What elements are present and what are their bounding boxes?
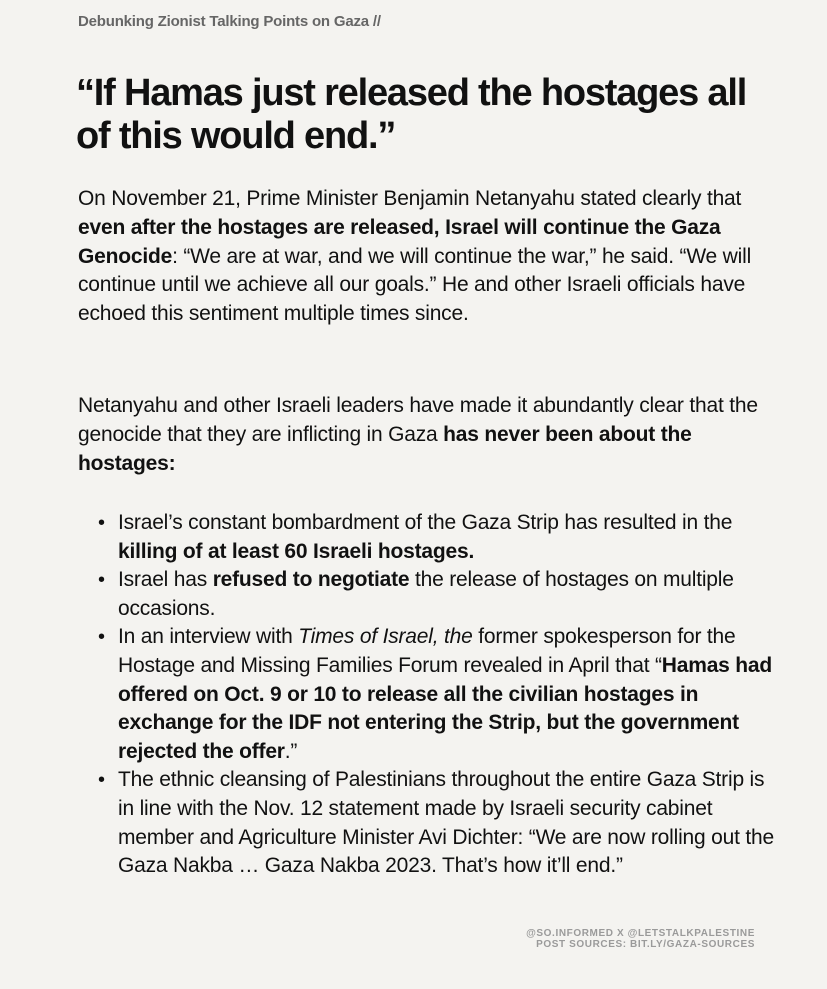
paragraph-text: Netanyahu and other Israeli leaders have made it abundantly clear that the genocide that they are inflicting in Gaza [78, 394, 758, 446]
bullet-icon: • [98, 769, 105, 792]
evidence-list [98, 509, 778, 881]
paragraph-emphasis: has never been about the hostages: [78, 422, 692, 475]
paragraph-emphasis: even after the hostages are released, Israel will continue the Gaza Genocide [78, 215, 721, 268]
item-emphasis: refused to negotiate [212, 568, 410, 592]
item-text: In an interview with [118, 625, 299, 649]
item-emphasis: killing of at least 60 Israeli hostages. [118, 539, 475, 563]
item-italic: Times of Israel, the [298, 625, 473, 649]
list-item [98, 566, 778, 623]
item-text: the release of hostages on multiple occasions. [118, 568, 734, 620]
paragraph-netanyahu-statement [78, 185, 768, 329]
item-emphasis: Hamas had offered on Oct. 9 or 10 to release all the civilian hostages in exchange for the IDF not entering the Strip, but the government rejected the offer [118, 653, 773, 763]
list-item [98, 623, 778, 766]
sources-line: POST SOURCES: BIT.LY/GAZA-SOURCES [536, 939, 755, 950]
paragraph-text: : “We are at war, and we will continue the war,” he said. “We will continue until we achieve all our goals.” He and other Israeli officials have echoed this sentiment multiple times since. [78, 244, 752, 326]
item-text: The ethnic cleansing of Palestinians throughout the entire Gaza Strip is in line with the Nov. 12 statement made by Israeli security cabinet member and Agriculture Minister Avi Dichter: “We are now rolling out the Gaza Nakba … Gaza Nakba 2023. That’s how it’ll end.” [118, 768, 774, 878]
bullet-icon: • [98, 512, 105, 534]
list-item [98, 766, 778, 880]
item-text: .” [284, 739, 298, 763]
list-item [98, 509, 778, 566]
item-text: Israel has [118, 568, 213, 592]
item-text: Israel’s constant bombardment of the Gaza Strip has resulted in the [118, 511, 733, 534]
headline: “If Hamas just released the hostages all of this would end.” [76, 72, 747, 157]
footer-credits [526, 928, 755, 950]
paragraph-leaders-clear [78, 392, 768, 478]
paragraph-text: On November 21, Prime Minister Benjamin Netanyahu stated clearly that [78, 187, 742, 210]
bullet-icon: • [98, 626, 105, 649]
item-text: former spokesperson for the Hostage and Missing Families Forum revealed in April that “ [118, 625, 736, 677]
bullet-icon: • [98, 569, 105, 592]
series-label: Debunking Zionist Talking Points on Gaza // [78, 13, 381, 30]
credit-line: @SO.INFORMED X @LETSTALKPALESTINE [526, 928, 755, 939]
